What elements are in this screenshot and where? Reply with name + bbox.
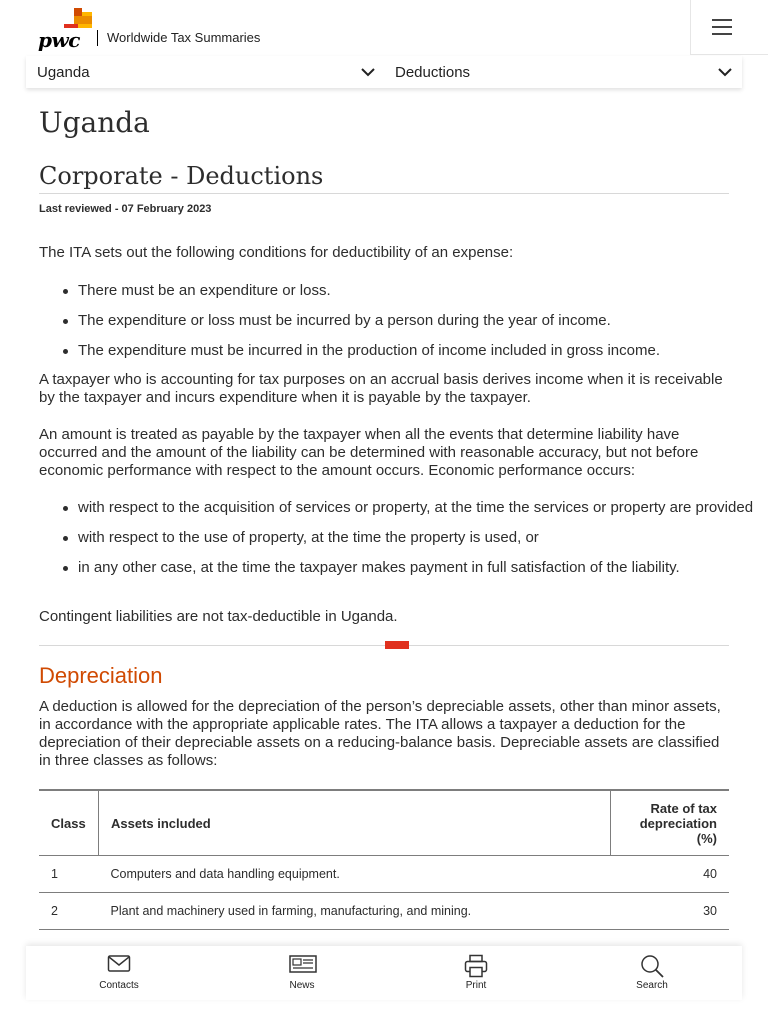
hamburger-icon-line — [712, 33, 732, 35]
pwc-logo-mark — [38, 8, 98, 30]
header-separator — [97, 30, 98, 46]
print-label: Print — [465, 980, 487, 991]
table-header-row — [39, 790, 729, 856]
list-item: in any other case, at the time the taxpayer makes payment in full satisfaction of the liability. — [78, 558, 768, 578]
contacts-button[interactable] — [74, 946, 164, 1000]
news-label: News — [289, 980, 315, 991]
section-title: Corporate - Deductions — [39, 162, 324, 190]
last-reviewed: Last reviewed - 07 February 2023 — [39, 203, 212, 215]
table-row — [39, 856, 729, 893]
section-accent — [385, 641, 409, 649]
site-header — [0, 0, 768, 56]
contacts-label: Contacts — [99, 980, 139, 991]
list-item: with respect to the acquisition of services or property, at the time the services or property are provided — [78, 498, 768, 518]
print-button[interactable] — [431, 946, 521, 1000]
section-divider — [39, 645, 729, 646]
logo-text: pwc — [38, 28, 80, 52]
hamburger-icon — [712, 19, 732, 21]
newspaper-icon — [289, 954, 317, 974]
depreciation-paragraph: A deduction is allowed for the depreciation of the person’s depreciable assets, other than minor assets, in accordance with the appropriate applicable rates. The ITA allows a taxpayer a deduction for the depreciation of their depreciable assets on a reducing-balance basis. Depreciable assets are classified in three classes as follows: — [39, 698, 721, 769]
selector-bar — [26, 56, 742, 88]
table-cell-rate: 30 — [611, 893, 730, 930]
chevron-down-icon — [717, 64, 733, 80]
chevron-down-icon — [360, 64, 376, 80]
hamburger-icon-line — [712, 26, 732, 28]
list-item: There must be an expenditure or loss. — [78, 281, 768, 301]
column-header-rate: Rate of tax depreciation (%) — [611, 790, 730, 856]
search-button[interactable] — [607, 946, 697, 1000]
country-select[interactable] — [26, 56, 384, 88]
site-title[interactable]: Worldwide Tax Summaries — [107, 30, 261, 45]
table-cell-class: 2 — [39, 893, 99, 930]
list-item: The expenditure or loss must be incurred by a person during the year of income. — [78, 311, 768, 331]
table-cell-assets: Computers and data handling equipment. — [99, 856, 611, 893]
country-select-value: Uganda — [37, 64, 90, 81]
divider — [39, 193, 729, 194]
performance-list — [39, 498, 768, 578]
depreciation-table — [39, 789, 729, 930]
payable-paragraph: An amount is treated as payable by the taxpayer when all the events that determine liability have occurred and the amount of the liability can be determined with reasonable accuracy, but not before economic performance with respect to the amount occurs. Economic performance occurs: — [39, 426, 699, 479]
intro-paragraph: The ITA sets out the following conditions for deductibility of an expense: — [39, 244, 514, 261]
column-header-class: Class — [39, 790, 99, 856]
depreciation-heading: Depreciation — [39, 663, 163, 688]
table-cell-assets: Plant and machinery used in farming, manufacturing, and mining. — [99, 893, 611, 930]
accrual-paragraph: A taxpayer who is accounting for tax purposes on an accrual basis derives income when it is receivable by the taxpayer and incurs expenditure when it is payable by the taxpayer. — [39, 371, 723, 406]
country-title: Uganda — [39, 106, 150, 139]
news-button[interactable] — [257, 946, 347, 1000]
pwc-logo[interactable] — [38, 8, 98, 50]
table-row — [39, 893, 729, 930]
bottom-nav — [26, 946, 742, 1000]
conditions-list — [39, 281, 768, 361]
print-icon — [464, 954, 488, 978]
menu-button[interactable] — [690, 0, 768, 55]
list-item: with respect to the use of property, at the time the property is used, or — [78, 528, 768, 548]
table-cell-class: 1 — [39, 856, 99, 893]
mail-icon — [107, 954, 131, 974]
list-item: The expenditure must be incurred in the production of income included in gross income. — [78, 341, 768, 361]
topic-select[interactable] — [384, 56, 742, 88]
topic-select-value: Deductions — [395, 64, 471, 81]
contingent-paragraph: Contingent liabilities are not tax-deductible in Uganda. — [39, 608, 398, 625]
table-cell-rate: 40 — [611, 856, 730, 893]
search-label: Search — [636, 980, 668, 991]
column-header-assets: Assets included — [99, 790, 611, 856]
search-icon — [640, 954, 664, 978]
